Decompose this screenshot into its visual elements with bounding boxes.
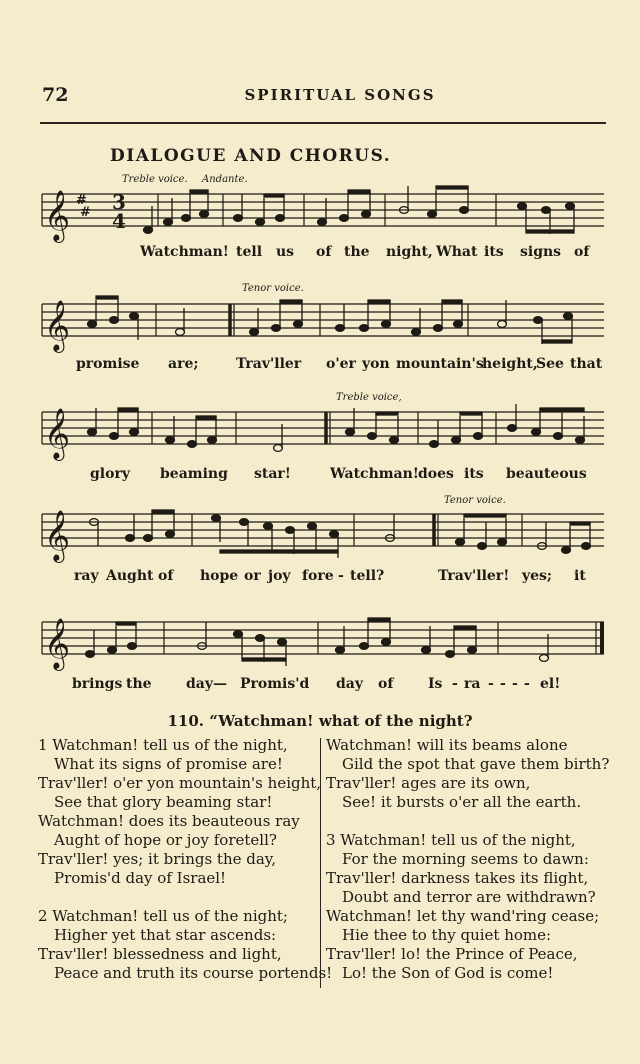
verse-line: For the morning seems to dawn:: [342, 850, 589, 868]
staff-3: [40, 402, 606, 462]
svg-text:𝄞: 𝄞: [44, 408, 71, 459]
verse-line: Aught of hope or joy foretell?: [54, 831, 277, 849]
svg-text:𝄞: 𝄞: [44, 618, 71, 669]
svg-text:𝄞: 𝄞: [44, 190, 71, 241]
svg-text:𝄞: 𝄞: [44, 300, 71, 351]
verse-line: Watchman! does its beauteous ray: [38, 812, 300, 830]
verse-line: Trav'ller! blessedness and light,: [38, 945, 282, 963]
staff-1: [40, 184, 606, 244]
verse-line: 2 Watchman! tell us of the night;: [38, 907, 288, 925]
hymn-heading: 110. “Watchman! what of the night?: [167, 712, 473, 730]
verse-line: Watchman! let thy wand'ring cease;: [326, 907, 600, 925]
verse-line: Promis'd day of Israel!: [54, 869, 227, 887]
verse-line: See that glory beaming star!: [54, 793, 273, 811]
verse-line: Lo! the Son of God is come!: [342, 964, 554, 982]
time-sig-top: 3: [112, 190, 126, 214]
verse-line: Trav'ller! yes; it brings the day,: [38, 850, 277, 868]
verse-line: 3 Watchman! tell us of the night,: [326, 831, 576, 849]
stanza-gap: [38, 888, 332, 907]
music-system-5: 𝄞 brings the day— Promis'd day of Is - ra - - - - el!: [40, 612, 606, 692]
verse-line: Higher yet that star ascends:: [54, 926, 277, 944]
music-system-1: 𝄞 # # 3 4 Watchman! tell us of the night, What its signs of: [40, 184, 606, 264]
voice-label-treble-2: Treble voice,: [336, 392, 402, 403]
header-rule: [40, 122, 606, 124]
music-system-4: 𝄞 ray Aught of hope or joy fore - tell? Trav'ller! yes; it: [40, 504, 606, 584]
verse-line: What its signs of promise are!: [54, 755, 283, 773]
tempo-marking: Andante.: [202, 174, 248, 185]
verse-line: Trav'ller! darkness takes its flight,: [326, 869, 589, 887]
verse-line: Gild the spot that gave them birth?: [342, 755, 610, 773]
voice-label-treble: Treble voice.: [122, 174, 188, 185]
verse-line: Peace and truth its course portends!: [54, 964, 333, 982]
verse-line: Doubt and terror are withdrawn?: [342, 888, 596, 906]
svg-text:𝄞: 𝄞: [44, 510, 71, 561]
verse-line: Watchman! will its beams alone: [326, 736, 568, 754]
hymn-right-column: [326, 736, 609, 983]
verse-line: See! it bursts o'er all the earth.: [342, 793, 582, 811]
verse-line: Trav'ller! o'er yon mountain's height,: [38, 774, 322, 792]
verse-line: Trav'ller! lo! the Prince of Peace,: [326, 945, 578, 963]
verse-line: Trav'ller! ages are its own,: [326, 774, 531, 792]
staff-5: [40, 612, 606, 672]
verse-line: Hie thee to thy quiet home:: [342, 926, 552, 944]
staff-2: [40, 294, 606, 354]
music-system-3: 𝄞 glory beaming star! Watchman! does its beauteous: [40, 402, 606, 482]
staff-4: [40, 504, 606, 564]
svg-text:#: #: [76, 193, 87, 208]
verse-line: 1 Watchman! tell us of the night,: [38, 736, 288, 754]
voice-label-tenor-2: Tenor voice.: [444, 495, 506, 506]
hymn-left-column: [38, 736, 332, 983]
running-title: SPIRITUAL SONGS: [244, 86, 436, 104]
song-title: DIALOGUE AND CHORUS.: [110, 146, 392, 166]
stanza-gap: [326, 812, 609, 831]
voice-label-tenor: Tenor voice.: [242, 283, 304, 294]
time-sig-bottom: 4: [112, 209, 126, 233]
svg-text:#: #: [80, 205, 91, 220]
page-number: 72: [42, 84, 69, 106]
music-system-2: 𝄞 promise are; Trav'ller o'er yon mountain's height, See that: [40, 294, 606, 374]
